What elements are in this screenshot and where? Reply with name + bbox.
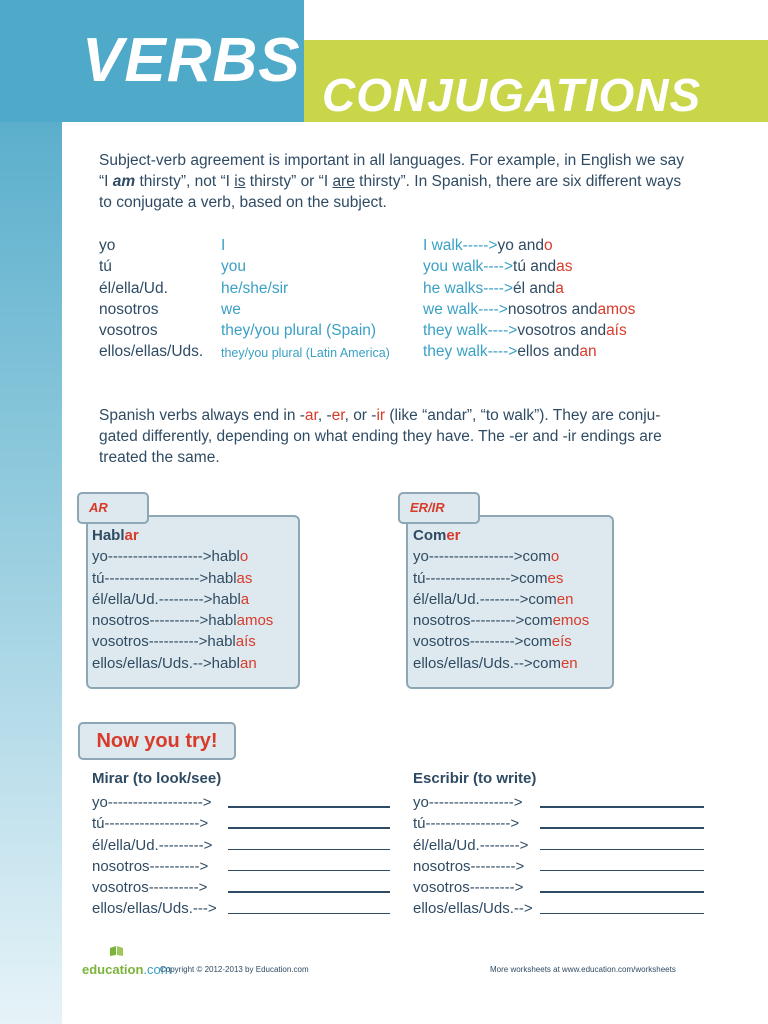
list-item: él/ella/Ud.--------->habla <box>92 590 250 608</box>
escribir-rows: yo-----------------> tú-----------------> él/ella/Ud.--------> nosotros---------> vosotros---------> ellos/ellas/Uds.--> <box>413 794 533 918</box>
list-item: nosotros--------->comemos <box>413 612 590 630</box>
mirar-answer-blank[interactable] <box>228 913 390 915</box>
list-item: vosotros--------->comeís <box>413 633 572 651</box>
example-row: they walk---->vosotros andaís <box>423 322 627 340</box>
list-item: ellos/ellas/Uds.-->comen <box>413 654 578 672</box>
list-item: él/ella/Ud.-------->comen <box>413 590 574 608</box>
header-blue-strip <box>0 0 62 122</box>
escribir-answer-blank[interactable] <box>540 870 704 872</box>
mirar-answer-blank[interactable] <box>228 849 390 851</box>
title-conjugations: CONJUGATIONS <box>322 69 702 121</box>
now-you-try-label: Now you try! <box>78 722 236 760</box>
mirar-answer-blank[interactable] <box>228 827 390 829</box>
mirar-answer-blank[interactable] <box>228 806 390 808</box>
escribir-title: Escribir (to write) <box>413 770 537 787</box>
er-ir-tab-label: ER/IR <box>398 492 480 524</box>
more-worksheets-text: More worksheets at www.education.com/worksheets <box>490 965 676 974</box>
example-row: I walk----->yo ando <box>423 237 553 254</box>
ar-conjugation-list <box>92 525 273 674</box>
verb-comer: Comer <box>413 527 461 544</box>
endings-paragraph: Spanish verbs always end in -ar, -er, or -ir (like “andar”, “to walk”). They are conju- gated differently, depending on what ending they have. The -er and -ir endings are treated the same. <box>99 407 662 466</box>
side-gradient <box>0 0 62 1024</box>
verb-hablar: Hablar <box>92 527 139 544</box>
example-row: we walk---->nosotros andamos <box>423 300 636 318</box>
mirar-title: Mirar (to look/see) <box>92 770 222 787</box>
escribir-answer-blank[interactable] <box>540 806 704 808</box>
escribir-answer-blank[interactable] <box>540 891 704 893</box>
er-conjugation-list <box>413 525 589 674</box>
example-row: they walk---->ellos andan <box>423 343 597 361</box>
mirar-answer-blank[interactable] <box>228 870 390 872</box>
example-row: you walk---->tú andas <box>423 258 573 276</box>
ar-tab-label: AR <box>77 492 149 524</box>
mirar-answer-blank[interactable] <box>228 891 390 893</box>
list-item: yo------------------->hablo <box>92 548 249 566</box>
book-logo-icon <box>108 944 126 958</box>
escribir-answer-blank[interactable] <box>540 913 704 915</box>
escribir-answer-blank[interactable] <box>540 849 704 851</box>
intro-paragraph: Subject-verb agreement is important in all languages. For example, in English we say “I am thirsty”, not “I is thirsty” or “I are thirsty”. In Spanish, there are six different ways to conjugate a verb, based on the subject. <box>99 152 684 211</box>
title-verbs: VERBS <box>82 26 301 95</box>
list-item: nosotros---------->hablamos <box>92 612 274 630</box>
example-row: he walks---->él anda <box>423 279 564 297</box>
education-logo: education.com <box>82 962 172 977</box>
list-item: tú------------------->hablas <box>92 569 253 587</box>
list-item: yo----------------->como <box>413 548 560 566</box>
escribir-answer-blank[interactable] <box>540 827 704 829</box>
list-item: tú----------------->comes <box>413 569 564 587</box>
list-item: ellos/ellas/Uds.-->hablan <box>92 654 257 672</box>
copyright-text: Copyright © 2012-2013 by Education.com <box>160 965 309 974</box>
spanish-pronouns: yo tú él/ella/Ud. nosotros vosotros ellos/ellas/Uds. <box>99 237 204 361</box>
english-pronouns: I you he/she/sir we they/you plural (Spain) they/you plural (Latin America) <box>221 237 390 361</box>
andar-examples <box>423 235 635 363</box>
list-item: vosotros---------->hablaís <box>92 633 256 651</box>
mirar-rows: yo-------------------> tú-------------------> él/ella/Ud.---------> nosotros----------> vosotros----------> ellos/ellas/Uds.---> <box>92 794 217 918</box>
